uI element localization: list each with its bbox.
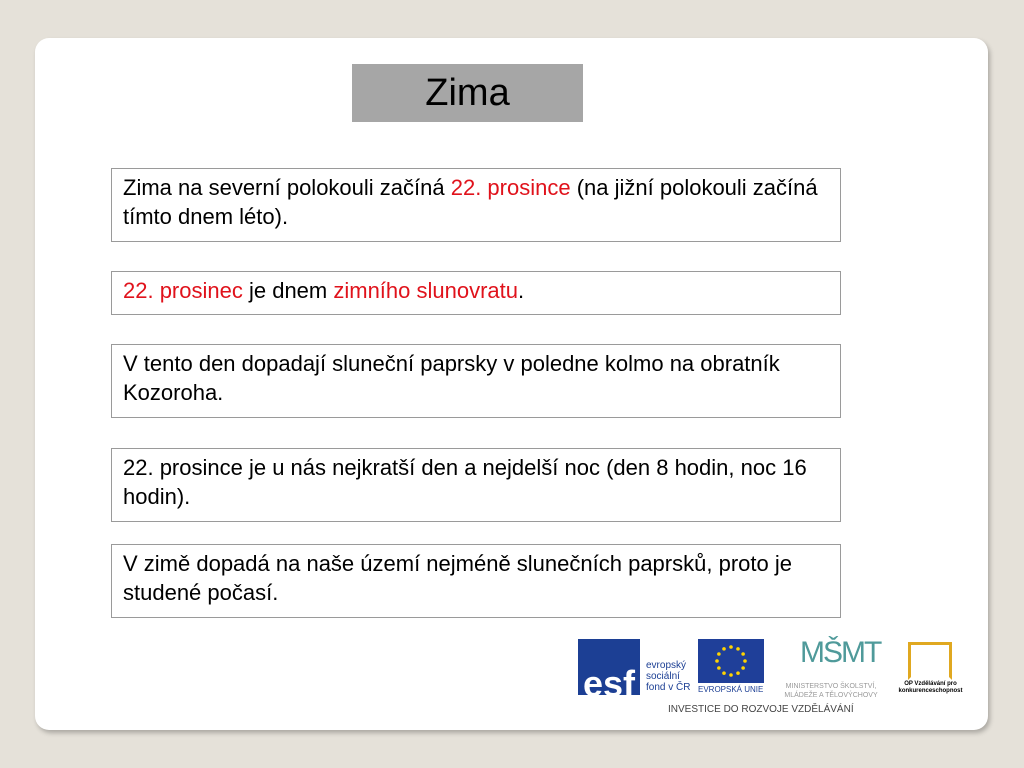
esf-logo-text: evropský sociální fond v ČR [646, 660, 691, 693]
eu-logo-text: EVROPSKÁ UNIE [698, 685, 764, 694]
eu-star-icon [722, 647, 726, 651]
text-box-3 [111, 344, 841, 418]
text-segment: je dnem [242, 278, 334, 303]
eu-star-icon [741, 652, 745, 656]
eu-star-icon [729, 673, 733, 677]
eu-star-icon [717, 652, 721, 656]
eu-star-icon [729, 645, 733, 649]
eu-star-icon [736, 647, 740, 651]
eu-star-icon [736, 671, 740, 675]
text-segment: (na jižní polokouli začíná tímto dnem léto). [123, 175, 818, 229]
investice-text: INVESTICE DO ROZVOJE VZDĚLÁVÁNÍ [668, 704, 854, 715]
text-box-5 [111, 544, 841, 618]
op-logo-text: OP Vzdělávání pro konkurenceschopnost [898, 681, 963, 694]
text-box-2 [111, 271, 841, 315]
highlighted-text: zimního slunovratu [333, 278, 519, 303]
eu-flag-icon [698, 639, 764, 683]
text-box-4 [111, 448, 841, 522]
op-logo-icon [908, 642, 952, 680]
text-segment: V zimě dopadá na naše území nejméně slunečních paprsků, proto je studené počasí. [123, 551, 792, 605]
logo-strip [578, 636, 978, 718]
msmt-logo-text: MINISTERSTVO ŠKOLSTVÍ, MLÁDEŽE A TĚLOVÝCHOVY [784, 683, 878, 699]
eu-star-icon [741, 666, 745, 670]
text-segment: V tento den dopadají sluneční paprsky v poledne kolmo na obratník Kozoroha. [123, 351, 780, 405]
text-segment: . [518, 278, 525, 303]
text-box-1 [111, 168, 841, 242]
eu-star-icon [715, 659, 719, 663]
highlighted-text: 22. prosinec [123, 278, 243, 303]
text-segment: Zima na severní polokouli začíná [123, 175, 451, 200]
slide-title: Zima [352, 64, 583, 122]
eu-star-icon [743, 659, 747, 663]
msmt-logo: MŠMT [800, 636, 881, 669]
esf-logo: esf [578, 639, 640, 695]
eu-star-icon [722, 671, 726, 675]
eu-star-icon [717, 666, 721, 670]
highlighted-text: 22. prosince [450, 175, 571, 200]
text-segment: 22. prosince je u nás nejkratší den a nejdelší noc (den 8 hodin, noc 16 hodin). [123, 455, 807, 509]
